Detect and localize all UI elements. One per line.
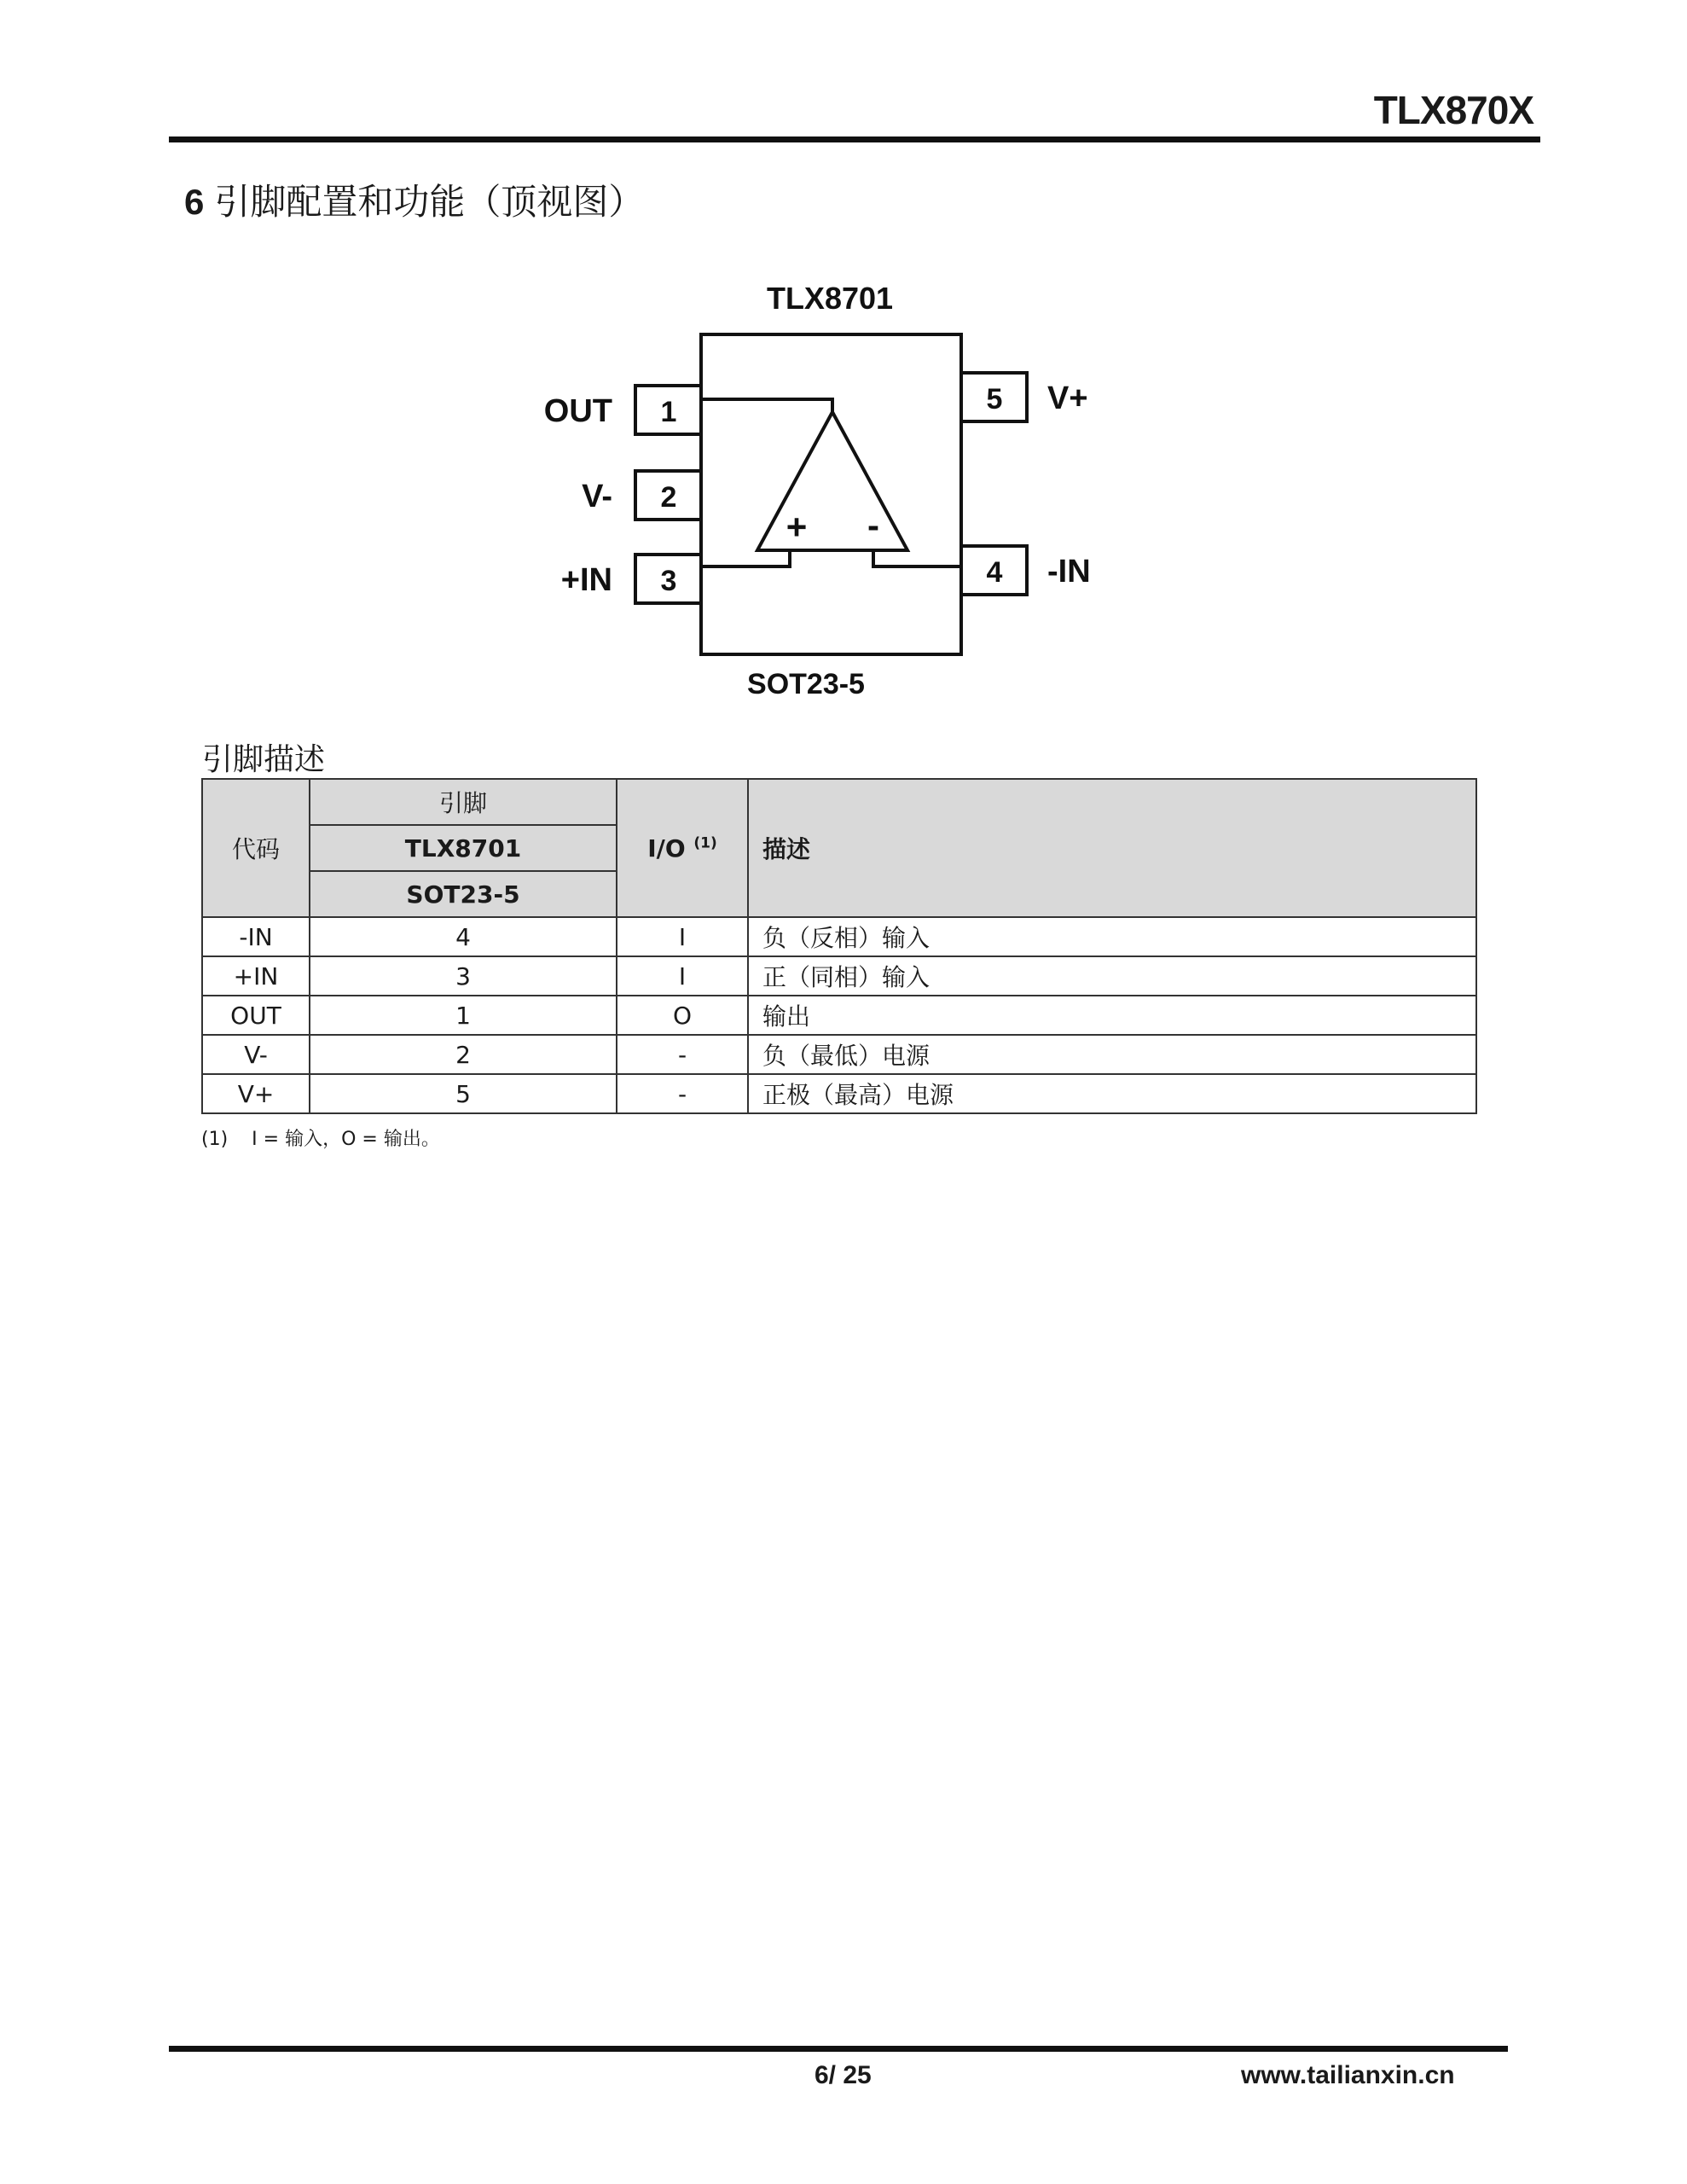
pin-2-number: 2 bbox=[660, 481, 677, 514]
pin-3-number: 3 bbox=[660, 565, 677, 597]
pin-4-number: 4 bbox=[986, 556, 1003, 589]
output-wire bbox=[701, 399, 832, 412]
pin-1-name: OUT bbox=[543, 393, 612, 429]
header-io bbox=[617, 779, 748, 917]
cell-code: V- bbox=[202, 1035, 310, 1074]
cell-pin: 3 bbox=[310, 956, 617, 996]
table-row bbox=[202, 917, 1476, 956]
package-body bbox=[701, 334, 961, 654]
footnote-number: (1) bbox=[201, 1129, 229, 1150]
table-row bbox=[202, 1074, 1476, 1113]
page-number: 6/ 25 bbox=[815, 2061, 872, 2089]
cell-desc: 负（反相）输入 bbox=[748, 917, 1476, 956]
cell-code: +IN bbox=[202, 956, 310, 996]
header-part: TLX8701 bbox=[310, 825, 617, 871]
noninverting-input-wire bbox=[701, 550, 790, 566]
header-io-label: I/O bbox=[647, 834, 686, 863]
cell-io: I bbox=[617, 956, 748, 996]
table-footnote bbox=[201, 1124, 440, 1151]
pin-3-name: +IN bbox=[560, 562, 612, 598]
cell-pin: 4 bbox=[310, 917, 617, 956]
diagram-package-label: SOT23-5 bbox=[747, 668, 865, 700]
section-heading bbox=[184, 174, 644, 225]
cell-io: I bbox=[617, 917, 748, 956]
header-io-note: (1) bbox=[693, 834, 717, 852]
table-row bbox=[202, 956, 1476, 996]
cell-pin: 5 bbox=[310, 1074, 617, 1113]
pin-diagram bbox=[512, 273, 1126, 717]
cell-desc: 正极（最高）电源 bbox=[748, 1074, 1476, 1113]
section-number: 6 bbox=[184, 182, 205, 222]
document-header-title: TLX870X bbox=[1373, 88, 1533, 132]
table-row bbox=[202, 996, 1476, 1035]
cell-code: V+ bbox=[202, 1074, 310, 1113]
cell-pin: 1 bbox=[310, 996, 617, 1035]
opamp-triangle bbox=[757, 412, 907, 550]
cell-desc: 输出 bbox=[748, 996, 1476, 1035]
header-package: SOT23-5 bbox=[310, 871, 617, 917]
inverting-input-wire bbox=[873, 550, 961, 566]
opamp-plus-sign: + bbox=[786, 507, 808, 547]
cell-io: - bbox=[617, 1035, 748, 1074]
header-pin: 引脚 bbox=[310, 779, 617, 825]
footnote-text: I = 输入，O = 输出。 bbox=[252, 1129, 440, 1150]
pin-1-number: 1 bbox=[660, 396, 677, 428]
pin-description-table bbox=[201, 778, 1477, 1114]
section-title: 引脚配置和功能（顶视图） bbox=[214, 182, 645, 222]
header-code: 代码 bbox=[202, 779, 310, 917]
cell-code: -IN bbox=[202, 917, 310, 956]
pin-2-name: V- bbox=[582, 479, 612, 514]
table-caption: 引脚描述 bbox=[202, 741, 326, 776]
cell-code: OUT bbox=[202, 996, 310, 1035]
cell-desc: 负（最低）电源 bbox=[748, 1035, 1476, 1074]
pin-5-name: V+ bbox=[1047, 380, 1088, 416]
table-row bbox=[202, 1035, 1476, 1074]
diagram-part-label: TLX8701 bbox=[766, 281, 894, 316]
cell-desc: 正（同相）输入 bbox=[748, 956, 1476, 996]
header-rule bbox=[169, 136, 1540, 142]
website-url: www.tailianxin.cn bbox=[1241, 2061, 1455, 2089]
cell-io: O bbox=[617, 996, 748, 1035]
opamp-minus-sign: - bbox=[867, 505, 879, 545]
cell-io: - bbox=[617, 1074, 748, 1113]
header-desc: 描述 bbox=[748, 779, 1476, 917]
footer-rule bbox=[169, 2046, 1508, 2052]
pin-5-number: 5 bbox=[986, 383, 1003, 415]
cell-pin: 2 bbox=[310, 1035, 617, 1074]
pin-4-name: -IN bbox=[1047, 554, 1091, 590]
